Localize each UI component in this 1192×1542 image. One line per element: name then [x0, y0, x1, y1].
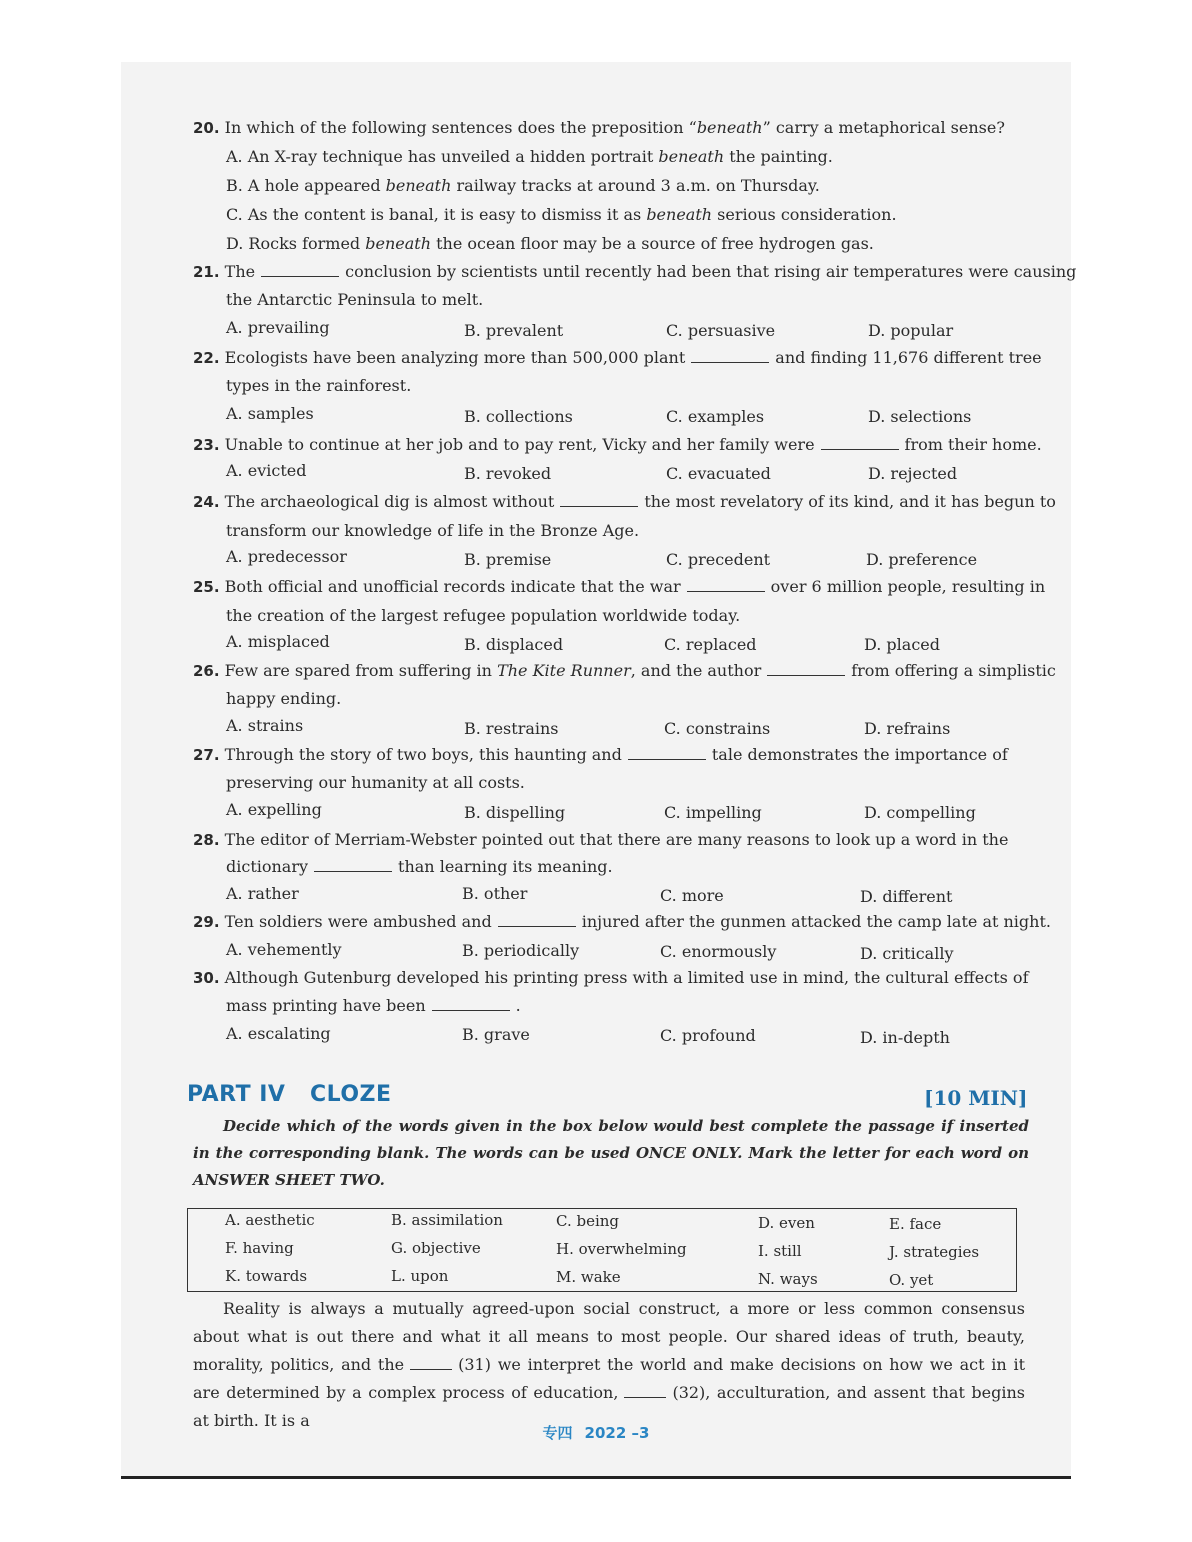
stem-post: injured after the gunmen attacked the camp late at night. — [581, 912, 1051, 931]
answer-blank — [498, 912, 576, 927]
option-c: C. evacuated — [666, 464, 771, 483]
question-23 — [193, 435, 1043, 455]
option-a: A. An X-ray technique has unveiled a hidden portrait beneath the painting. — [226, 147, 833, 166]
option-a: A. rather — [226, 884, 299, 903]
word-option: G. objective — [391, 1239, 481, 1257]
answer-blank — [314, 857, 392, 872]
stem-post: tale demonstrates the importance of — [711, 745, 1008, 764]
option-d: D. in-depth — [860, 1028, 950, 1047]
stem-pre-2: , and the author — [630, 661, 762, 680]
word-option: F. having — [225, 1239, 294, 1257]
stem-cont-pre: dictionary — [226, 857, 309, 876]
question-stem: Although Gutenburg developed his printing press with a limited use in mind, the cultural effects of — [224, 968, 1029, 987]
stem-pre: Through the story of two boys, this haunting and — [224, 745, 622, 764]
page-footer — [0, 1422, 1192, 1443]
answer-blank — [560, 492, 638, 507]
question-number: 24. — [193, 493, 220, 511]
answer-blank — [628, 745, 706, 760]
stem-post: and finding 11,676 different tree — [775, 348, 1042, 367]
option-c: C. As the content is banal, it is easy to dismiss it as beneath serious consideration. — [226, 205, 897, 224]
option-b: B. other — [462, 884, 528, 903]
option-b: B. restrains — [464, 719, 559, 738]
word-option: L. upon — [391, 1267, 449, 1285]
option-d: D. preference — [866, 550, 978, 569]
question-stem: In which of the following sentences does the preposition “beneath” carry a metaphorical sense? — [224, 118, 1005, 137]
page-number: 2022 –3 — [584, 1424, 650, 1442]
question-24 — [193, 492, 1056, 512]
option-b: B. periodically — [462, 941, 580, 960]
stem-cont-post: than learning its meaning. — [398, 857, 613, 876]
option-d: D. selections — [868, 407, 972, 426]
option-d: D. rejected — [868, 464, 958, 483]
stem-post: the most revelatory of its kind, and it has begun to — [644, 492, 1056, 511]
stem-cont-pre: mass printing have been — [226, 996, 426, 1015]
answer-blank — [261, 262, 339, 277]
stem-continuation — [226, 996, 521, 1016]
stem-continuation: preserving our humanity at all costs. — [226, 773, 525, 792]
question-29 — [193, 912, 1051, 932]
option-c: C. enormously — [660, 942, 777, 961]
question-number: 30. — [193, 969, 220, 987]
cloze-blank-31 — [410, 1355, 452, 1370]
question-number: 20. — [193, 119, 220, 137]
option-a: A. samples — [226, 404, 314, 423]
cloze-blank-32 — [624, 1383, 666, 1398]
word-option: E. face — [889, 1215, 942, 1233]
option-b: B. revoked — [464, 464, 552, 483]
answer-blank — [432, 996, 510, 1011]
option-a: A. strains — [226, 716, 304, 735]
question-21 — [193, 262, 1077, 282]
stem-continuation: happy ending. — [226, 689, 342, 708]
book-title: The Kite Runner — [497, 661, 631, 680]
option-d: D. placed — [864, 635, 940, 654]
section-title: PART IV CLOZE — [187, 1082, 392, 1107]
stem-continuation: the Antarctic Peninsula to melt. — [226, 290, 484, 309]
word-option: K. towards — [225, 1267, 308, 1285]
answer-blank — [691, 348, 769, 363]
word-option: C. being — [556, 1212, 620, 1230]
option-c: C. constrains — [664, 719, 771, 738]
stem-pre: Ecologists have been analyzing more than 500,000 plant — [224, 348, 686, 367]
option-c: C. impelling — [664, 803, 762, 822]
option-a: A. escalating — [226, 1024, 331, 1043]
word-option: J. strategies — [889, 1243, 980, 1261]
option-a: A. misplaced — [226, 632, 330, 651]
stem-pre: Both official and unofficial records indicate that the war — [224, 577, 681, 596]
word-option: D. even — [758, 1214, 815, 1232]
stem-continuation: types in the rainforest. — [226, 376, 412, 395]
word-option: M. wake — [556, 1268, 621, 1286]
stem-pre: Few are spared from suffering in — [224, 661, 492, 680]
question-27 — [193, 745, 1043, 765]
option-a: A. vehemently — [226, 940, 342, 959]
footer-label: 专四 — [542, 1424, 573, 1442]
option-c: C. replaced — [664, 635, 757, 654]
passage-text-1: Reality is always a mutually agreed-upon social construct, a more or less common consensus about what is out there and what it all means to most people. Our shared ideas of truth, beauty, morality, politics, and the — [193, 1299, 1025, 1374]
option-c: C. examples — [666, 407, 765, 426]
question-number: 29. — [193, 913, 220, 931]
word-option: A. aesthetic — [225, 1211, 315, 1229]
cloze-passage — [193, 1295, 1025, 1435]
option-b: B. A hole appeared beneath railway tracks at around 3 a.m. on Thursday. — [226, 176, 820, 195]
stem-pre: The archaeological dig is almost without — [224, 492, 555, 511]
option-d: D. different — [860, 887, 953, 906]
question-number: 21. — [193, 263, 220, 281]
option-a: A. expelling — [226, 800, 322, 819]
option-b: B. dispelling — [464, 803, 566, 822]
question-stem: The editor of Merriam-Webster pointed out that there are many reasons to look up a word in the — [224, 830, 1009, 849]
option-b: B. grave — [462, 1025, 530, 1044]
option-b: B. displaced — [464, 635, 564, 654]
stem-continuation: transform our knowledge of life in the Bronze Age. — [226, 521, 640, 540]
word-bank-box — [187, 1208, 1017, 1292]
word-option: I. still — [758, 1242, 802, 1260]
stem-post: from their home. — [904, 435, 1042, 454]
stem-post: from offering a simplistic — [851, 661, 1056, 680]
answer-blank — [687, 577, 765, 592]
question-number: 28. — [193, 831, 220, 849]
option-a: A. prevailing — [226, 318, 330, 337]
question-20 — [193, 118, 1043, 138]
question-number: 25. — [193, 578, 220, 596]
section-instructions: Decide which of the words given in the box below would best complete the passage if inserted in the corresponding blank. The words can be used ONCE ONLY. Mark the letter for each word on ANSWER SHEET TWO. — [193, 1117, 1029, 1189]
question-28 — [193, 830, 1043, 850]
stem-pre: Ten soldiers were ambushed and — [224, 912, 492, 931]
question-number: 27. — [193, 746, 220, 764]
option-b: B. premise — [464, 550, 552, 569]
stem-continuation — [226, 857, 613, 877]
section-time: [10 MIN] — [924, 1086, 1028, 1110]
option-d: D. critically — [860, 944, 954, 963]
word-option: O. yet — [889, 1271, 934, 1289]
option-a: A. evicted — [226, 461, 307, 480]
option-c: C. precedent — [666, 550, 771, 569]
option-a: A. predecessor — [226, 547, 347, 566]
answer-blank — [821, 435, 899, 450]
word-option: N. ways — [758, 1270, 818, 1288]
option-d: D. compelling — [864, 803, 976, 822]
question-number: 23. — [193, 436, 220, 454]
question-26 — [193, 661, 1056, 681]
option-d: D. Rocks formed beneath the ocean floor may be a source of free hydrogen gas. — [226, 234, 874, 253]
option-d: D. refrains — [864, 719, 951, 738]
option-b: B. collections — [464, 407, 573, 426]
stem-post: conclusion by scientists until recently had been that rising air temperatures were causing — [345, 262, 1077, 281]
stem-pre: The — [224, 262, 256, 281]
question-30 — [193, 968, 1043, 988]
stem-post: over 6 million people, resulting in — [770, 577, 1046, 596]
stem-cont-post: . — [515, 996, 521, 1015]
option-c: C. persuasive — [666, 321, 776, 340]
question-22 — [193, 348, 1043, 368]
word-option: H. overwhelming — [556, 1240, 687, 1258]
question-number: 22. — [193, 349, 220, 367]
passage-text-3: (32), acculturation, and assent that begins at birth. It is a — [193, 1383, 1025, 1430]
word-option: B. assimilation — [391, 1211, 503, 1229]
answer-blank — [767, 661, 845, 676]
passage-text-2: (31) we interpret the world and make decisions on how we act in it are determined by a complex process of education, — [193, 1355, 1025, 1402]
option-d: D. popular — [868, 321, 954, 340]
stem-pre: Unable to continue at her job and to pay rent, Vicky and her family were — [224, 435, 815, 454]
option-b: B. prevalent — [464, 321, 564, 340]
question-25 — [193, 577, 1046, 597]
option-c: C. profound — [660, 1026, 756, 1045]
question-number: 26. — [193, 662, 220, 680]
stem-continuation: the creation of the largest refugee population worldwide today. — [226, 606, 741, 625]
option-c: C. more — [660, 886, 724, 905]
